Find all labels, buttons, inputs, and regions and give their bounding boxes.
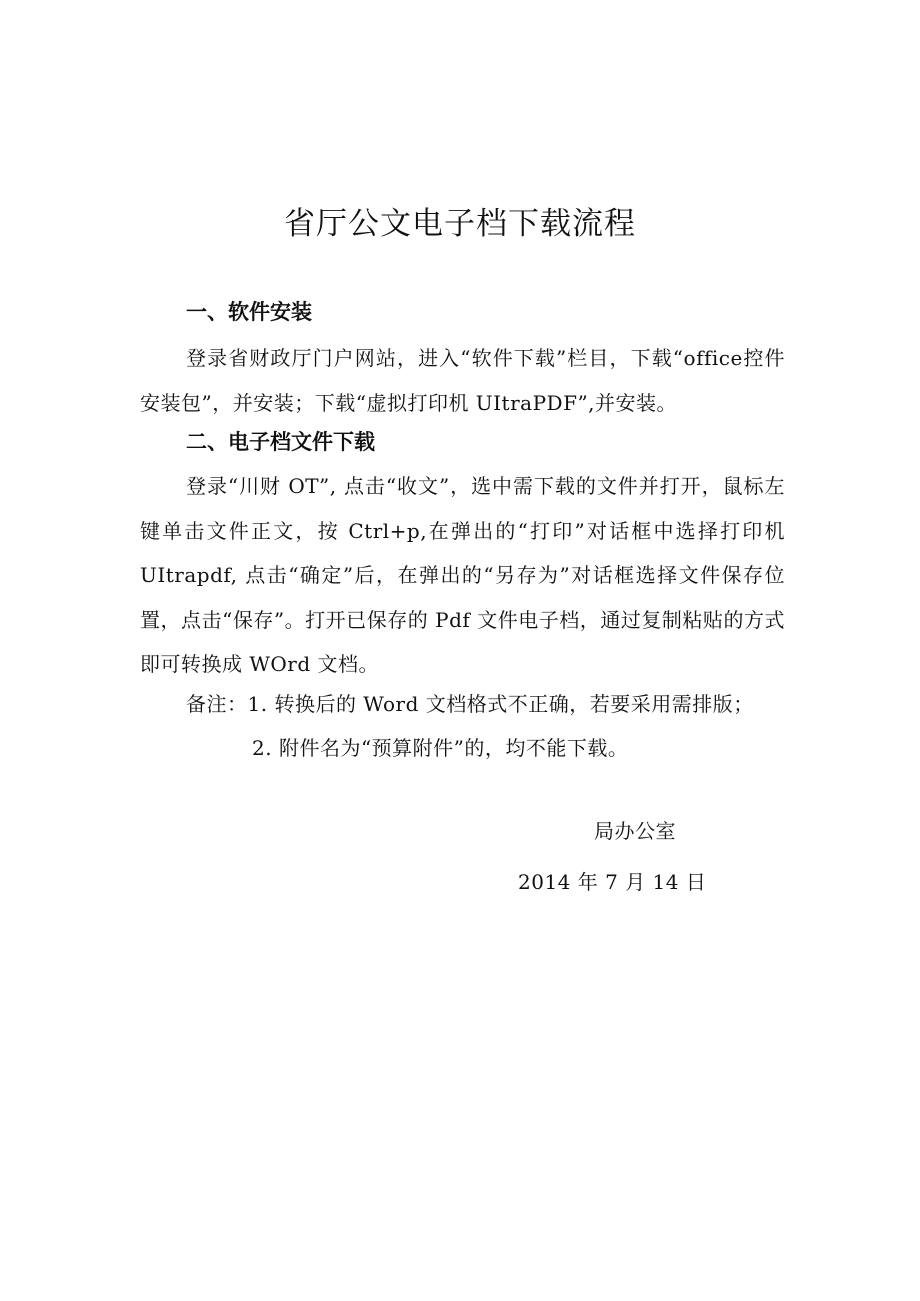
note-line-2: 2. 附件名为“预算附件”的，均不能下载。 [252,736,629,760]
signature-office: 局办公室 [594,819,676,843]
document-title: 省厅公文电子档下载流程 [284,206,636,242]
section-heading-file-download: 二、电子档文件下载 [186,430,375,454]
note-line-1: 备注：1. 转换后的 Word 文档格式不正确，若要采用需排版； [186,692,754,716]
section-heading-software-install: 一、软件安装 [186,300,312,324]
section-body-software-install: 登录省财政厅门户网站，进入“软件下载”栏目，下载“office控件安装包”，并安装；下载“虚拟打印机 UItraPDF”,并安装。 [140,346,785,415]
section-body-file-download: 登录“川财 OT”, 点击“收文”，选中需下载的文件并打开，鼠标左键单击文件正文，按 Ctrl+p,在弹出的“打印”对话框中选择打印机 UItrapdf, 点击“确定”后，在弹出的“另存为”对话框选择文件保存位置，点击“保存”。打开已保存的 Pdf 文件电子档，通过复制粘贴的方式即可转换成 WOrd 文档。 [140,474,785,676]
signature-date: 2014 年 7 月 14 日 [518,870,707,894]
